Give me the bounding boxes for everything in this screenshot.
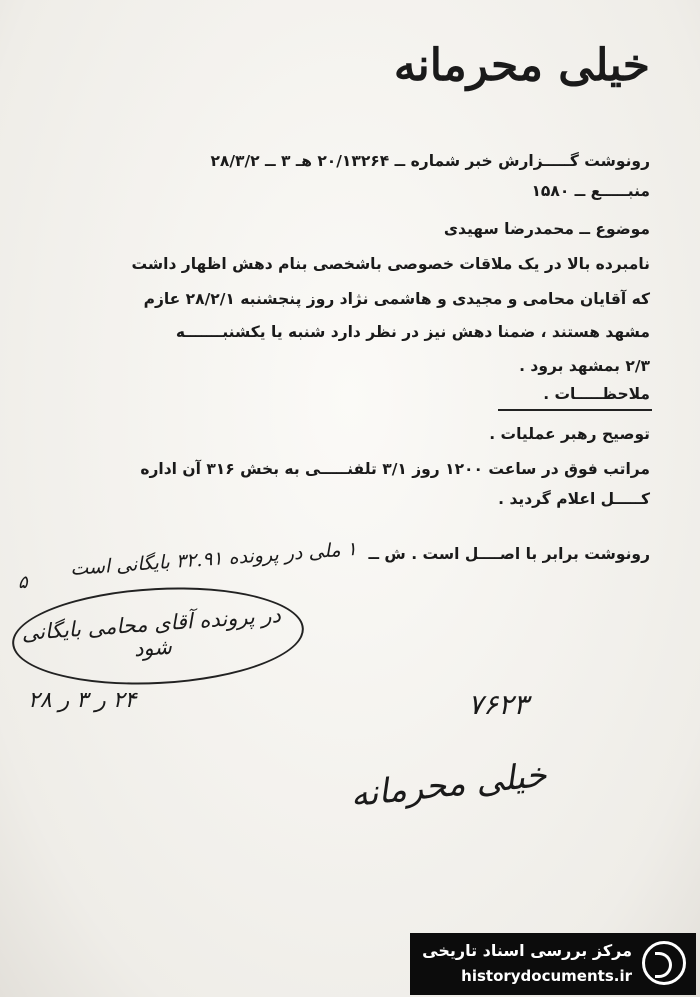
archive-title: مرکز بررسی اسناد تاریخی <box>422 941 632 960</box>
document-heading: خیلی محرمانه <box>393 40 650 91</box>
followup-line-2: کـــــل اعلام گردید . <box>498 490 650 508</box>
report-reference-line: رونوشت گـــــزارش خبر شماره ــ ۲۰/۱۳۲۶۴ هـ ۳ ــ ۲۸/۳/۲ <box>210 152 650 170</box>
stamp-handwritten-text: در پرونده آقای محامی بایگانی شود <box>20 602 282 662</box>
followup-line-1: مراتب فوق در ساعت ۱۲۰۰ روز ۳/۱ تلفنـــــی به بخش ۳۱۶ آن اداره <box>140 460 650 478</box>
archive-watermark-banner <box>410 933 696 995</box>
handwritten-date: ۲۴ ر ۳ ر ۲۸ <box>28 688 137 713</box>
archive-logo-icon <box>642 941 686 985</box>
copy-verification-line: رونوشت برابر با اصــــل است . ش ــ <box>368 545 650 563</box>
handwritten-archive-note: ۱ ملی در پرونده ۳۲.۹۱ بایگانی است <box>69 538 358 580</box>
body-line-1: نامبرده بالا در یک ملاقات خصوصی باشخصی بنام دهش اظهار داشت <box>131 255 650 273</box>
body-line-2: که آقایان محامی و مجیدی و هاشمی نژاد روز پنجشنبه ۲۸/۲/۱ عازم <box>143 290 650 308</box>
handwritten-classification: خیلی محرمانه <box>348 754 549 816</box>
body-line-3: مشهد هستند ، ضمنا دهش نیز در نظر دارد شنبه یا یکشنبـــــــه <box>175 323 650 341</box>
source-line: منبـــــع ــ ۱۵۸۰ <box>531 182 650 200</box>
operations-note-line: توصیح رهبر عملیات . <box>489 425 650 443</box>
remarks-heading: ملاحظـــــات . <box>543 385 650 403</box>
subject-line: موضوع ــ محمدرضا سهیدی <box>443 220 650 238</box>
handwritten-reference-number: ۷۶۲۳ <box>468 688 529 721</box>
handwritten-number-5: ۵ <box>18 572 28 593</box>
remarks-underline <box>498 409 652 411</box>
archive-url: historydocuments.ir <box>461 967 632 985</box>
body-line-4: ۲/۳ بمشهد برود . <box>519 357 650 375</box>
